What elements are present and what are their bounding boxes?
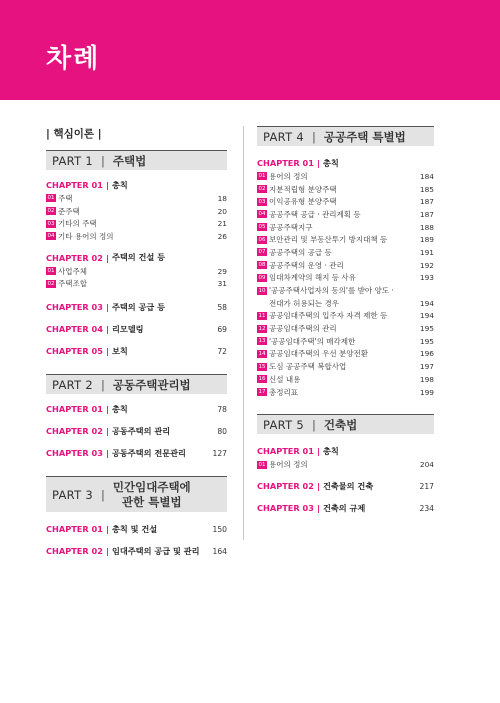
item-title: 공공주택지구 (269, 222, 313, 232)
part-separator: | (312, 129, 316, 144)
chapter-title: 총칙 (111, 179, 128, 190)
page-number: 164 (212, 546, 227, 556)
toc-item[interactable] (46, 265, 227, 278)
toc-item[interactable] (257, 259, 434, 272)
chapter-number: CHAPTER 01 (257, 158, 314, 168)
page-number: 187 (419, 209, 434, 219)
toc-item[interactable] (257, 208, 434, 221)
item-title: 공공주택 공급 · 관리계획 등 (269, 209, 361, 219)
chapter-title: 보칙 (111, 345, 128, 356)
toc-item[interactable] (257, 335, 434, 348)
item-title: 주택 (58, 193, 73, 203)
item-number-badge: 06 (258, 236, 266, 243)
toc-item[interactable] (257, 360, 434, 373)
toc-item[interactable] (46, 205, 227, 218)
item-number-badge: 03 (258, 198, 266, 205)
chapter-number: CHAPTER 02 (257, 481, 314, 492)
item-number-badge: 12 (258, 325, 266, 332)
part-separator: | (101, 487, 105, 502)
toc-item[interactable] (257, 386, 434, 399)
item-number-badge: 13 (258, 338, 266, 345)
part-title-line-1: 민간임대주택에 (112, 479, 191, 494)
header-banner (0, 0, 500, 100)
chapter-row[interactable]: CHAPTER 02 | 임대주택의 공급 및 관리 164 (46, 545, 227, 557)
page-number: 26 (217, 231, 227, 241)
item-title: 보안관리 및 부동산투기 방지대책 등 (269, 235, 388, 245)
item-title: 기타 용어의 정의 (58, 231, 114, 241)
page-number: 198 (419, 374, 434, 384)
toc-item[interactable] (257, 284, 434, 297)
item-title: 준주택 (58, 206, 80, 216)
chapter-row[interactable]: CHAPTER 02 | 건축물의 건축 217 (257, 480, 434, 492)
toc-item[interactable] (46, 192, 227, 205)
toc-item[interactable] (46, 217, 227, 230)
toc-item[interactable] (257, 183, 434, 196)
item-title: 기타의 주택 (58, 219, 97, 229)
chapter-row[interactable]: CHAPTER 01 | 총칙 (257, 157, 339, 168)
toc-item[interactable] (46, 230, 227, 243)
item-title: 임대차계약의 해지 등 사유 (269, 273, 356, 283)
chapter-number: CHAPTER 02 (46, 426, 103, 437)
page-number: 199 (419, 387, 434, 397)
toc-item[interactable] (257, 195, 434, 208)
toc-item[interactable] (46, 277, 227, 290)
item-number-badge: 08 (258, 262, 266, 269)
part-number: PART 5 (263, 417, 305, 432)
part-3-header (46, 476, 227, 512)
page-number: 204 (419, 460, 434, 470)
item-title: 용어의 정의 (269, 460, 308, 470)
item-number-badge: 16 (258, 376, 266, 383)
toc-item[interactable] (257, 221, 434, 234)
chapter-title: 임대주택의 공급 및 관리 (111, 545, 200, 556)
chapter-number: CHAPTER 03 (46, 448, 103, 459)
toc-item[interactable] (257, 458, 434, 471)
page-title: 차례 (46, 44, 101, 74)
chapter-row[interactable]: CHAPTER 03 | 주택의 공급 등 58 (46, 301, 227, 313)
page-number: 187 (419, 197, 434, 207)
chapter-title: 건축물의 건축 (322, 480, 374, 491)
item-title: '공공주택사업자의 동의'를 받아 양도 · (269, 286, 394, 296)
chapter-number: CHAPTER 03 (257, 503, 314, 514)
item-title: 이익공유형 분양주택 (269, 197, 337, 207)
part-title-line-2: 관한 특별법 (122, 494, 182, 509)
item-number-badge: 02 (258, 186, 266, 193)
part-title: 공공주택 특별법 (323, 129, 406, 144)
item-number-badge: 01 (47, 268, 55, 275)
part-title: 주택법 (112, 153, 147, 168)
item-number-badge: 01 (258, 173, 266, 180)
chapter-number: CHAPTER 02 (46, 546, 103, 557)
toc-item-continuation[interactable] (257, 297, 434, 310)
page-number: 196 (419, 349, 434, 359)
page-number: 191 (419, 247, 434, 257)
toc-item[interactable] (257, 322, 434, 335)
toc-item[interactable] (257, 348, 434, 361)
page-number: 185 (419, 184, 434, 194)
chapter-number: CHAPTER 01 (46, 404, 103, 415)
chapter-title: 리모델링 (111, 323, 144, 334)
page-number: 58 (217, 302, 227, 312)
item-title: 전대가 허용되는 경우 (269, 298, 339, 308)
part-number: PART 2 (52, 377, 94, 392)
item-number-badge: 05 (258, 224, 266, 231)
page-number: 69 (217, 324, 227, 334)
item-title: 공공임대주택의 관리 (269, 324, 337, 334)
item-number-badge: 01 (258, 461, 266, 468)
chapter-title: 총칙 (111, 403, 128, 414)
item-number-badge: 03 (47, 220, 55, 227)
item-title: '공공임대주택'의 매각제한 (269, 336, 356, 346)
chapter-title: 공동주택의 관리 (111, 425, 171, 436)
page-number: 194 (419, 298, 434, 308)
column-divider (243, 126, 244, 540)
page-number: 195 (419, 324, 434, 334)
chapter-number: CHAPTER 05 (46, 346, 103, 357)
chapter-title: 건축의 규제 (322, 502, 366, 513)
item-number-badge: 01 (47, 195, 55, 202)
chapter-title: 주택의 건설 등 (111, 252, 166, 263)
chapter-row[interactable]: CHAPTER 01 | 총칙 (46, 179, 128, 190)
page-number: 234 (419, 503, 434, 513)
chapter-row[interactable]: CHAPTER 01 | 총칙 (257, 445, 339, 457)
page-number: 195 (419, 336, 434, 346)
item-number-badge: 04 (47, 233, 55, 240)
left-column (46, 126, 227, 558)
page-number: 217 (419, 481, 434, 491)
toc-item[interactable] (257, 233, 434, 246)
toc-item[interactable] (257, 373, 434, 386)
chapter-number: CHAPTER 01 (46, 524, 103, 535)
item-title: 사업주체 (58, 266, 87, 276)
page-number: 189 (419, 235, 434, 245)
chapter-row[interactable]: CHAPTER 04 | 리모델링 69 (46, 323, 227, 335)
part-1-header (46, 150, 227, 170)
toc-item[interactable] (257, 170, 434, 183)
item-title: 지분적립형 분양주택 (269, 184, 337, 194)
item-number-badge: 02 (47, 208, 55, 215)
item-title: 신설 내용 (269, 374, 301, 384)
part-separator: | (101, 377, 105, 392)
item-number-badge: 02 (47, 280, 55, 287)
item-number-badge: 17 (258, 389, 266, 396)
chapter-row[interactable]: CHAPTER 02 | 주택의 건설 등 (46, 252, 166, 263)
chapter-title: 총칙 (322, 445, 339, 456)
page-number: 21 (217, 219, 227, 229)
part-number: PART 4 (263, 129, 305, 144)
page-number: 184 (419, 171, 434, 181)
part-5-header (257, 414, 434, 434)
chapter-row[interactable]: CHAPTER 02 | 공동주택의 관리 80 (46, 425, 227, 437)
part-separator: | (312, 417, 316, 432)
chapter-number: CHAPTER 02 (46, 252, 103, 263)
part-4-header (257, 126, 434, 146)
part-title: 건축법 (323, 417, 358, 432)
part-2-header (46, 374, 227, 394)
page-number: 80 (217, 426, 227, 436)
part-title: 공동주택관리법 (112, 377, 191, 392)
chapter-number: CHAPTER 01 (257, 446, 314, 457)
chapter-title: 총칙 (322, 157, 339, 168)
item-title: 총정리표 (269, 387, 298, 397)
item-title: 도심 공공주택 복합사업 (269, 362, 347, 372)
part-separator: | (101, 153, 105, 168)
page-number: 29 (217, 266, 227, 276)
item-title: 공공주택의 공급 등 (269, 247, 332, 257)
page-number: 72 (217, 346, 227, 356)
chapter-row[interactable]: CHAPTER 05 | 보칙 72 (46, 345, 227, 357)
page-number: 18 (217, 193, 227, 203)
toc-item[interactable] (257, 310, 434, 323)
chapter-title: 총칙 및 건설 (111, 523, 158, 534)
page-number: 150 (212, 524, 227, 534)
part-number: PART 3 (52, 487, 94, 502)
right-column (257, 126, 434, 515)
chapter-number: CHAPTER 01 (46, 180, 103, 190)
page-number: 127 (212, 448, 227, 458)
item-title: 용어의 정의 (269, 171, 308, 181)
item-number-badge: 11 (258, 312, 266, 319)
toc-item[interactable] (257, 272, 434, 285)
item-number-badge: 04 (258, 211, 266, 218)
item-number-badge: 14 (258, 350, 266, 357)
chapter-number: CHAPTER 04 (46, 324, 103, 335)
page-number: 31 (217, 279, 227, 289)
toc-item[interactable] (257, 246, 434, 259)
page-number: 193 (419, 273, 434, 283)
chapter-title: 주택의 공급 등 (111, 301, 166, 312)
chapter-row[interactable]: CHAPTER 01 | 총칙 및 건설 150 (46, 523, 227, 535)
chapter-row[interactable]: CHAPTER 03 | 공동주택의 전문관리 127 (46, 447, 227, 459)
item-title: 공공임대주택의 입주자 자격 제한 등 (269, 311, 388, 321)
page-number: 20 (217, 206, 227, 216)
item-number-badge: 09 (258, 274, 266, 281)
part-number: PART 1 (52, 153, 94, 168)
chapter-row[interactable]: CHAPTER 03 | 건축의 규제 234 (257, 502, 434, 514)
section-label: | 핵심이론 | (46, 128, 102, 140)
page-number: 197 (419, 362, 434, 372)
page-number: 192 (419, 260, 434, 270)
page-number: 78 (217, 404, 227, 414)
page-number: 194 (419, 311, 434, 321)
item-number-badge: 07 (258, 249, 266, 256)
chapter-row[interactable]: CHAPTER 01 | 총칙 78 (46, 403, 227, 415)
item-title: 공공주택의 운영 · 관리 (269, 260, 344, 270)
item-title: 공공임대주택의 우선 분양전환 (269, 349, 368, 359)
chapter-number: CHAPTER 03 (46, 302, 103, 313)
item-title: 주택조합 (58, 279, 87, 289)
item-number-badge: 10 (258, 287, 266, 294)
page-number: 188 (419, 222, 434, 232)
item-number-badge: 15 (258, 363, 266, 370)
chapter-title: 공동주택의 전문관리 (111, 447, 186, 458)
